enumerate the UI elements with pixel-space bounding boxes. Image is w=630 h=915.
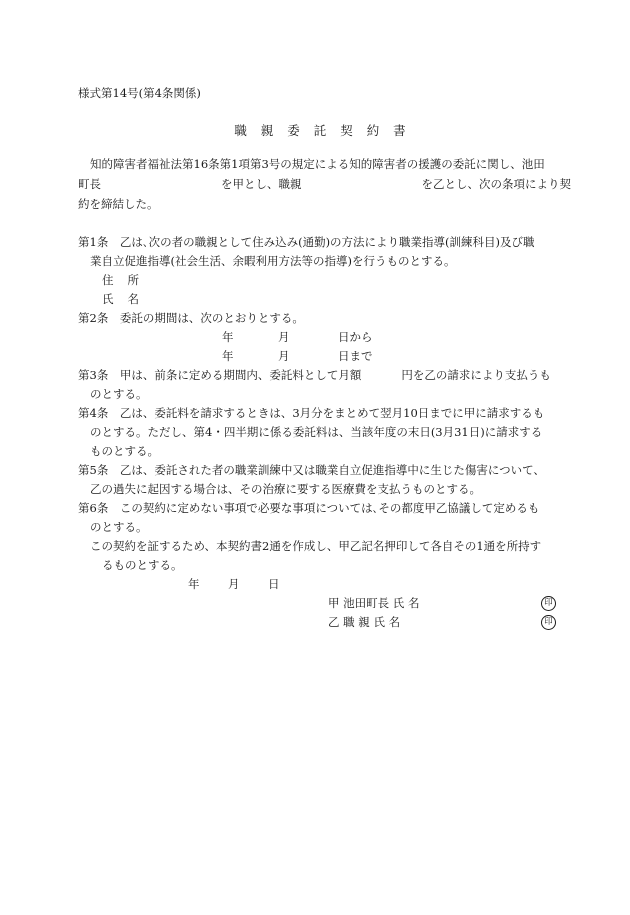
- seal-icon: 印: [541, 615, 556, 630]
- document-title: 職 親 委 託 契 約 書: [234, 123, 406, 138]
- period-start: 年 月 日から: [222, 330, 373, 344]
- preamble: [78, 154, 571, 214]
- preamble-party-b: を乙とし、次の条項により契: [421, 177, 571, 191]
- field-name: 氏 名: [102, 292, 139, 306]
- closing-clause: この契約を証するため、本契約書2通を作成し、甲乙記名押印して各自その1通を所持す るものとする。: [90, 539, 542, 572]
- article-1-head: 第1条: [78, 235, 109, 249]
- articles: [78, 233, 558, 632]
- article-4: 第4条 乙は、委託料を請求するときは、3月分をまとめて翌月10日までに甲に請求するも のとする。ただし、第4・四半期に係る委託料は、当該年度の末日(3月31日)に請求する ものとする。: [78, 406, 545, 458]
- preamble-party-a: を甲とし、職親: [221, 177, 302, 191]
- preamble-town-mayor: 町長: [78, 177, 101, 191]
- preamble-line-2: [78, 174, 571, 194]
- form-number: 様式第14号(第4条関係): [78, 86, 201, 100]
- party-b-signature: 乙 職 親 氏 名 印: [78, 613, 558, 632]
- article-1-line-1: 乙は､次の者の職親として住み込み(通勤)の方法により職業指導(訓練科目)及び職: [119, 235, 535, 249]
- signing-date: 年 月 日: [188, 577, 280, 591]
- article-6: 第6条 この契約に定めない事項で必要な事項については､その都度甲乙協議して定めるも のとする。: [78, 501, 540, 534]
- field-address: 住 所: [102, 273, 139, 287]
- article-2: 第2条 委託の期間は、次のとおりとする。: [78, 311, 304, 325]
- party-a-signature: 甲 池田町長 氏 名 印: [78, 594, 558, 613]
- preamble-line-1: 知的障害者福祉法第16条第1項第3号の規定による知的障害者の援護の委託に関し、池田: [90, 157, 545, 171]
- preamble-line-3: 約を締結した。: [78, 197, 159, 211]
- article-1: [78, 233, 558, 271]
- period-end: 年 月 日まで: [222, 349, 373, 363]
- article-1-line-2: 業自立促進指導(社会生活、余暇利用方法等の指導)を行うものとする。: [90, 254, 456, 268]
- seal-icon: 印: [541, 596, 556, 611]
- article-5: 第5条 乙は、委託された者の職業訓練中又は職業自立促進指導中に生じた傷害について、 乙の過失に起因する場合は、その治療に要する医療費を支払うものとする。: [78, 463, 545, 496]
- article-3: 第3条 甲は、前条に定める期間内、委託料として月額 円を乙の請求により支払うも のとする。: [78, 368, 551, 401]
